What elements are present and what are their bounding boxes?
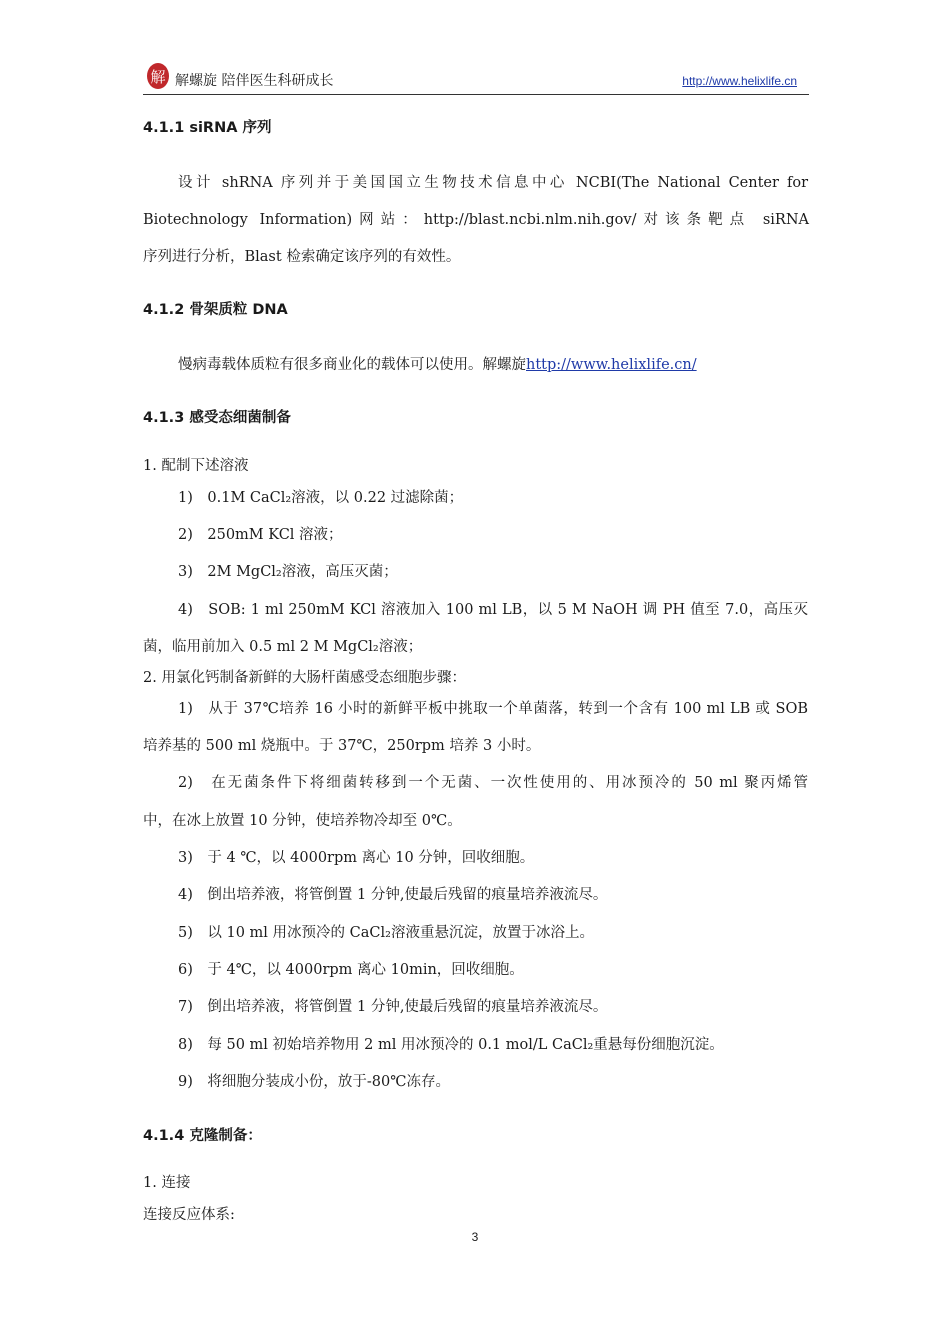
list-item: 1) 从于 37℃培养 16 小时的新鲜平板中挑取一个单菌落，转到一个含有 100 ml LB 或 SOB — [178, 701, 808, 717]
list-item: 1) 0.1M CaCl₂溶液，以 0.22 过滤除菌； — [178, 490, 464, 506]
page-number: 3 — [471, 1230, 479, 1244]
section-4-1-2-heading: 4.1.2 骨架质粒 DNA — [143, 302, 288, 318]
list-item: 8) 每 50 ml 初始培养物用 2 ml 用冰预冷的 0.1 mol/L CaCl₂重悬每份细胞沉淀。 — [178, 1037, 724, 1053]
paragraph-line: 设计 shRNA 序列并于美国国立生物技术信息中心 NCBI(The National Center for — [178, 175, 808, 191]
section-4-1-1-heading: 4.1.1 siRNA 序列 — [143, 120, 272, 136]
list-item-continuation: 菌，临用前加入 0.5 ml 2 M MgCl₂溶液； — [143, 639, 423, 655]
step-title: 1. 连接 — [143, 1175, 191, 1191]
helixlife-logo-icon — [145, 61, 171, 91]
paragraph-line: 序列进行分析，Blast 检索确定该序列的有效性。 — [143, 249, 461, 265]
step-title: 1. 配制下述溶液 — [143, 458, 249, 474]
vector-text: 慢病毒载体质粒有很多商业化的载体可以使用。解螺旋 — [178, 357, 526, 373]
list-item: 3) 2M MgCl₂溶液，高压灭菌； — [178, 564, 398, 580]
helixlife-link[interactable]: http://www.helixlife.cn/ — [526, 357, 697, 373]
list-item: 7) 倒出培养液，将管倒置 1 分钟,使最后残留的痕量培养液流尽。 — [178, 999, 608, 1015]
list-item: 9) 将细胞分装成小份，放于-80℃冻存。 — [178, 1074, 450, 1090]
paragraph-line: 连接反应体系: — [143, 1207, 235, 1223]
list-item-continuation: 培养基的 500 ml 烧瓶中。于 37℃，250rpm 培养 3 小时。 — [143, 738, 541, 754]
page-header — [143, 58, 809, 95]
paragraph-line — [178, 355, 697, 375]
svg-text:解: 解 — [150, 68, 166, 86]
header-url-link[interactable]: http://www.helixlife.cn — [682, 74, 797, 88]
list-item: 2) 在无菌条件下将细菌转移到一个无菌、一次性使用的、用冰预冷的 50 ml 聚丙烯管 — [178, 775, 808, 791]
list-item: 2) 250mM KCl 溶液； — [178, 527, 343, 543]
list-item: 6) 于 4℃，以 4000rpm 离心 10min，回收细胞。 — [178, 962, 524, 978]
brand-slogan: 解螺旋 陪伴医生科研成长 — [175, 73, 334, 89]
paragraph-line: Biotechnology Information)网站：http://blast.ncbi.nlm.nih.gov/对该条靶点 siRNA — [143, 212, 809, 228]
section-4-1-3-heading: 4.1.3 感受态细菌制备 — [143, 410, 291, 426]
section-4-1-4-heading: 4.1.4 克隆制备： — [143, 1128, 262, 1144]
list-item: 4) SOB: 1 ml 250mM KCl 溶液加入 100 ml LB，以 5 M NaOH 调 PH 值至 7.0，高压灭 — [178, 602, 808, 618]
step-title: 2. 用氯化钙制备新鲜的大肠杆菌感受态细胞步骤： — [143, 670, 466, 686]
list-item: 5) 以 10 ml 用冰预冷的 CaCl₂溶液重悬沉淀，放置于冰浴上。 — [178, 925, 594, 941]
list-item: 4) 倒出培养液，将管倒置 1 分钟,使最后残留的痕量培养液流尽。 — [178, 887, 608, 903]
list-item-continuation: 中，在冰上放置 10 分钟，使培养物冷却至 0℃。 — [143, 813, 462, 829]
list-item: 3) 于 4 ℃，以 4000rpm 离心 10 分钟，回收细胞。 — [178, 850, 535, 866]
